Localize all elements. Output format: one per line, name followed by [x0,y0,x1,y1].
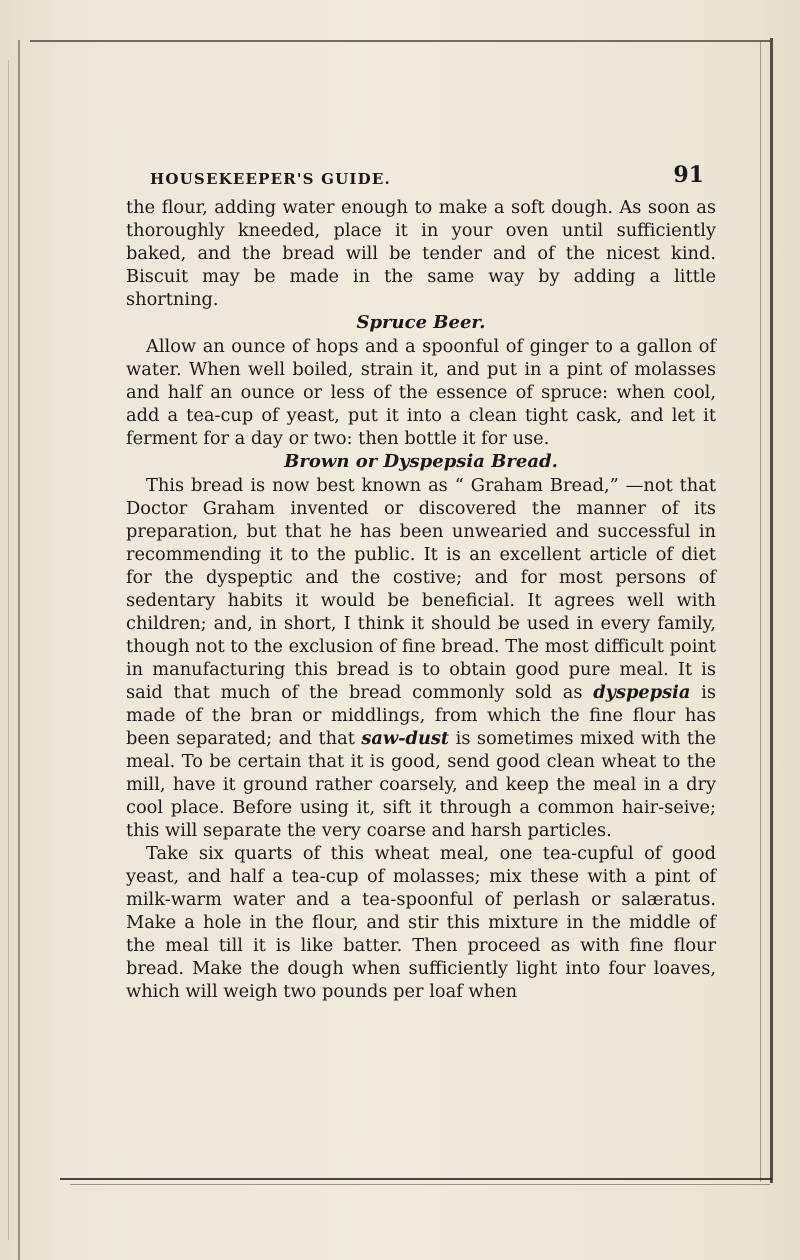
paragraph-graham-bread [126,474,716,842]
binding-edge [18,40,20,1260]
running-head: HOUSEKEEPER'S GUIDE. [150,170,391,188]
paragraph-dough: the flour, adding water enough to make a soft dough. As soon as thoroughly kneeded, place it in your oven until sufficiently baked, and the bread will be tender and of the nicest kind. Biscuit may be made in the same way by adding a little shortning. [126,197,716,310]
page-edge-right-inner [760,42,761,1182]
page-header [126,162,716,192]
binding-shadow [8,60,9,1240]
page-number: 91 [673,162,704,188]
heading-dyspepsia-bread: Brown or Dyspepsia Bread. [284,451,558,472]
page-edge-bottom-inner [70,1184,770,1185]
page-edge-right [770,38,773,1183]
paragraph-graham-bread-part-3: is sometimes mixed with the meal. To be certain that it is good, send good clean wheat to the mill, have it ground rather coarsely, and keep the meal in a dry cool place. Before using it, sift it through a common hair-seive; this will separate the very coarse and harsh particles. [126,728,717,841]
paragraph-recipe: Take six quarts of this wheat meal, one tea-cupful of good yeast, and half a tea-cup of molasses; mix these with a pint of milk-warm water and a tea-spoonful of perlash or salæratus. Make a hole in the flour, and stir this mixture in the middle of the meal till it is like batter. Then proceed as with fine flour bread. Make the dough when sufficiently light into four loaves, which will weigh two pounds per loaf when [126,843,716,1002]
term-dyspepsia: dyspepsia [593,682,691,703]
paragraph-graham-bread-part-1: This bread is now best known as “ Graham Bread,” —not that Doctor Graham invented or discovered the manner of its preparation, but that he has been unwearied and successful in recommending it to the public. It is an excellent article of diet for the dyspeptic and the costive; and for most persons of sedentary habits it would be beneficial. It agrees well with children; and, in short, I think it should be used in every family, though not to the exclusion of fine bread. The most difficult point in manufacturing this bread is to obtain good pure meal. It is said that much of the bread commonly sold as [126,475,716,703]
paragraph-spruce-beer: Allow an ounce of hops and a spoonful of ginger to a gallon of water. When well boiled, strain it, and put in a pint of molasses and half an ounce or less of the essence of spruce: when cool, add a tea-cup of yeast, put it into a clean tight cask, and let it ferment for a day or two: then bottle it for use. [126,336,716,449]
page-edge-bottom [60,1178,772,1180]
paragraph-graham-bread-part-2: is made of the bran or middlings, from which the fine flour has been separated; and that [126,682,716,749]
text-block [126,162,716,1003]
term-saw-dust: saw-dust [361,728,450,749]
page-edge-top [30,40,770,42]
heading-spruce-beer: Spruce Beer. [356,312,486,333]
